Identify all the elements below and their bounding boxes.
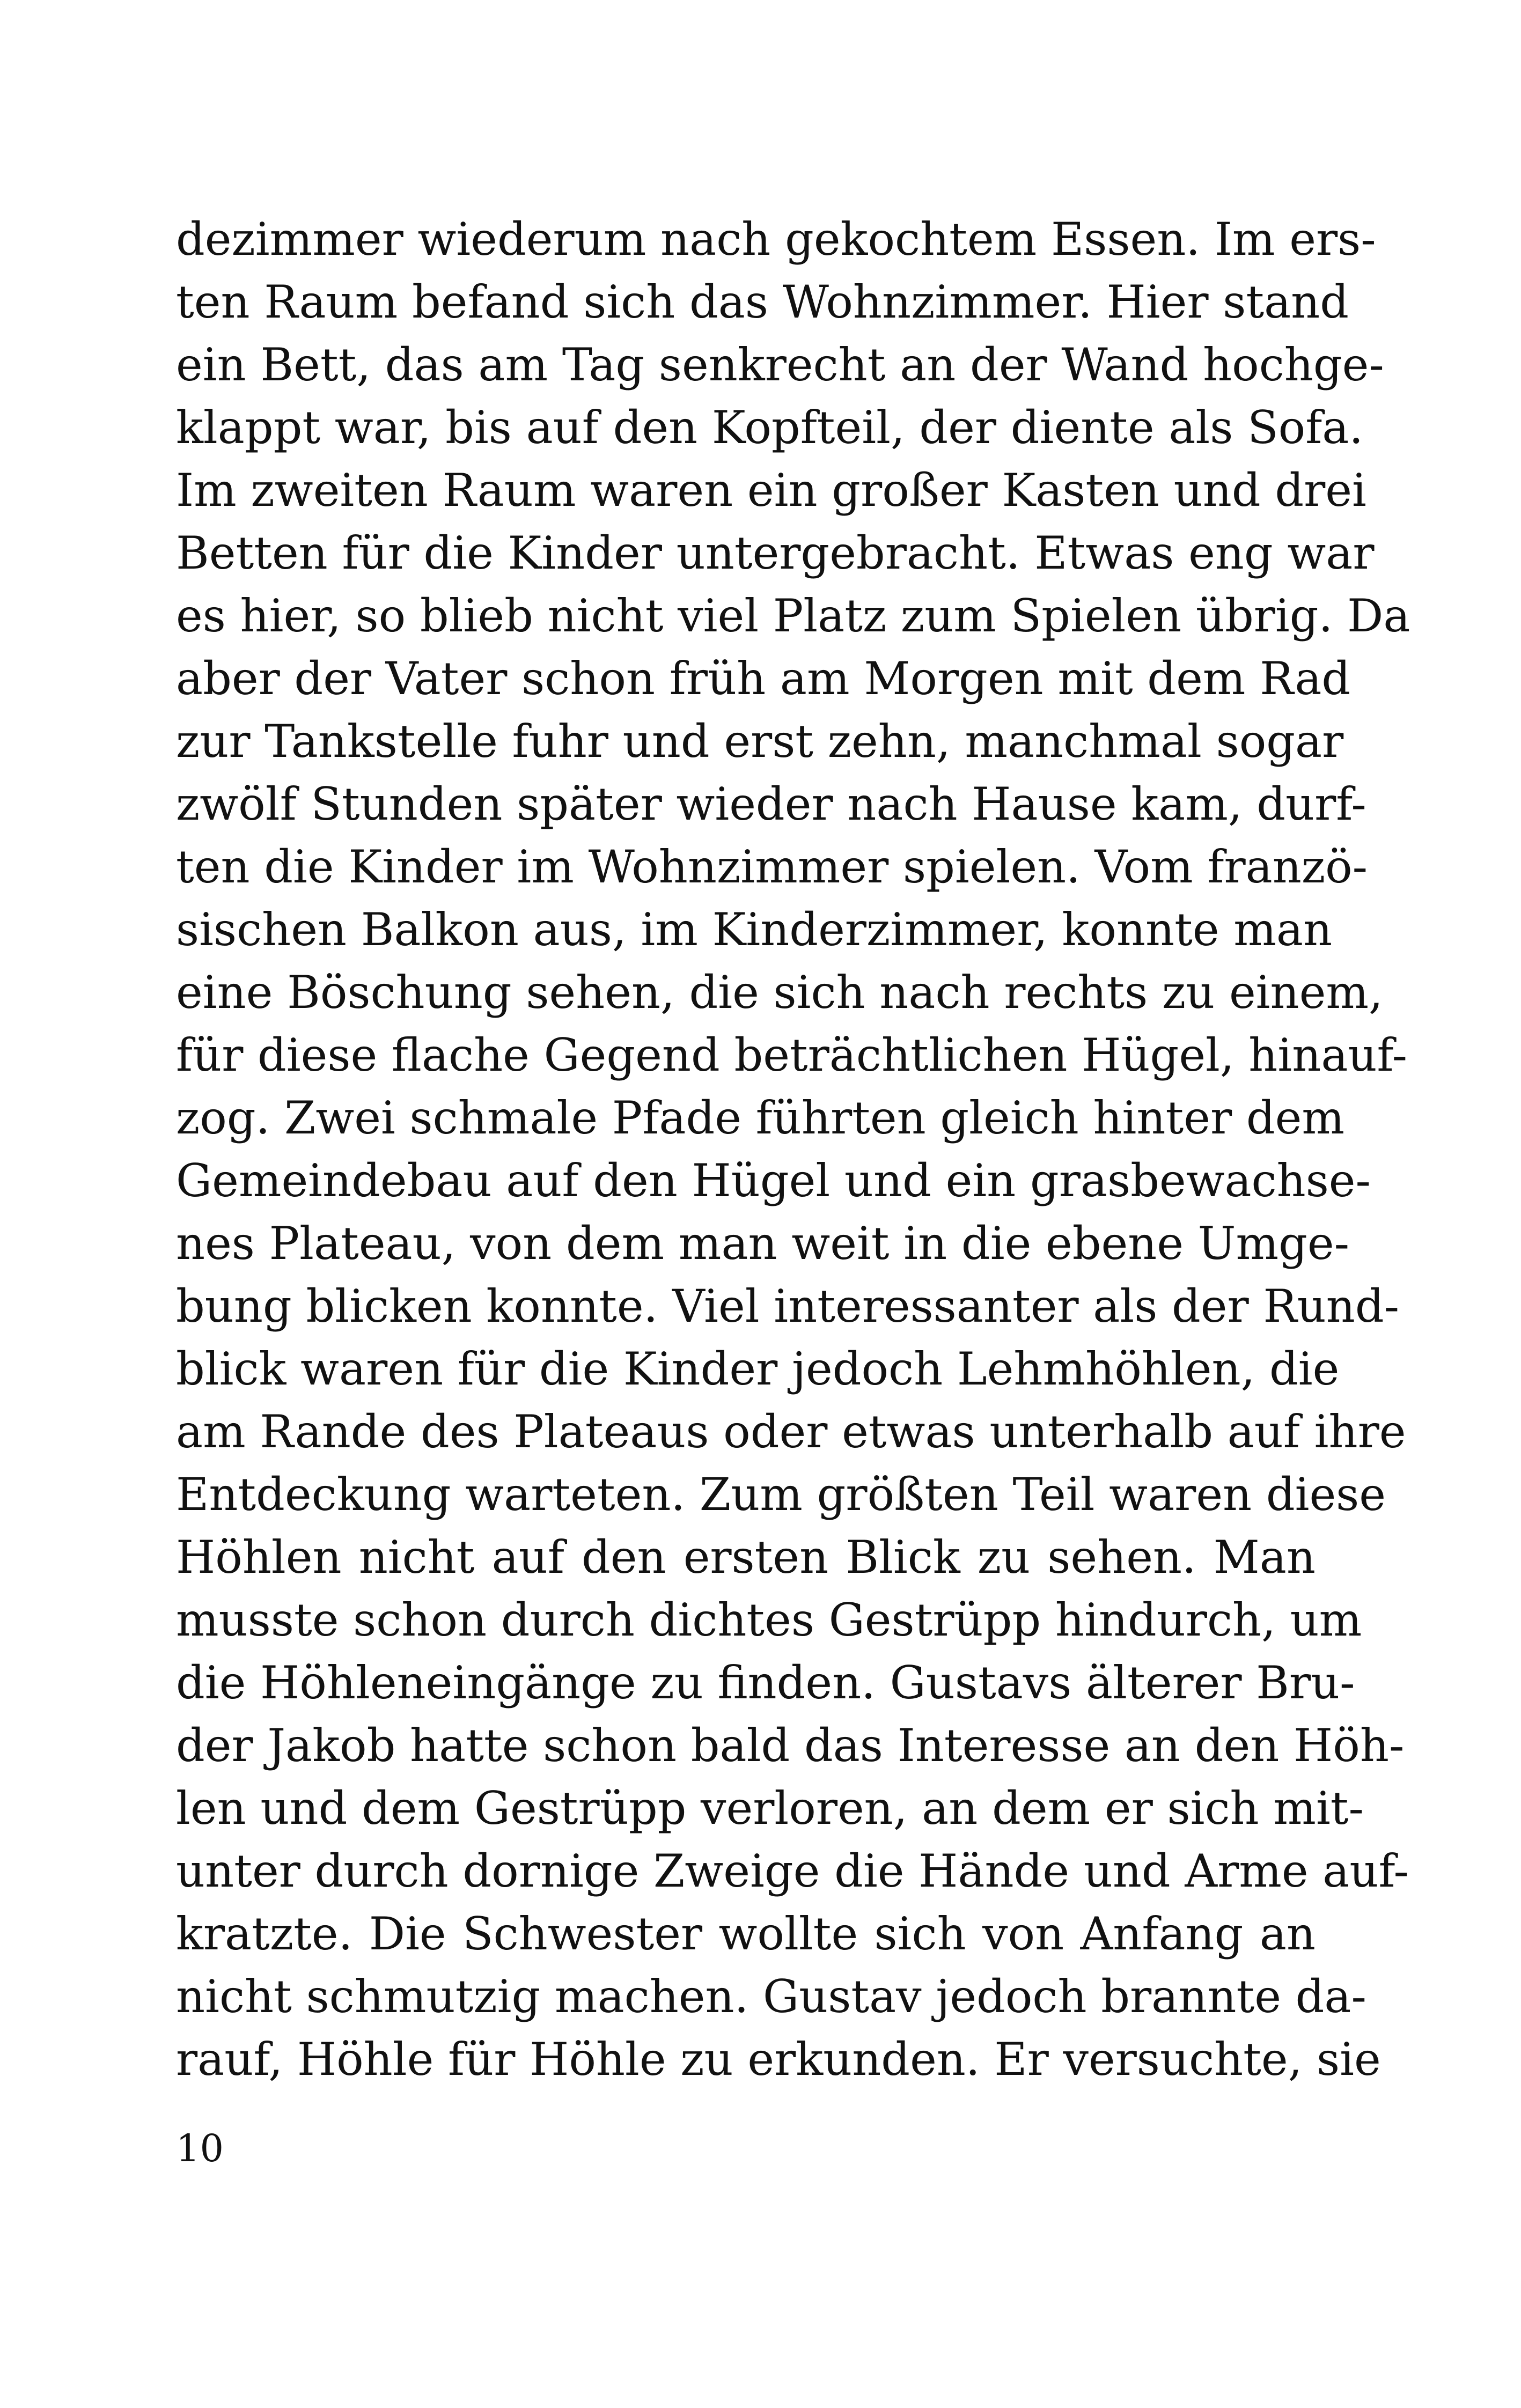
text-line: nicht schmutzig machen. Gustav jedoch brannte da- [176,1970,1366,2023]
text-line: Im zweiten Raum waren ein großer Kasten und drei [176,464,1366,517]
text-line: klappt war, bis auf den Kopfteil, der diente als Sofa. [176,401,1364,454]
text-line: blick waren für die Kinder jedoch Lehmhöhlen, die [176,1343,1340,1395]
text-line: nes Plateau, von dem man weit in die ebene Umge- [176,1217,1349,1270]
text-line: Höhlen nicht auf den ersten Blick zu sehen. Man [176,1531,1316,1584]
text-line: eine Böschung sehen, die sich nach rechts zu einem, [176,966,1383,1019]
text-line: ten Raum befand sich das Wohnzimmer. Hier stand [176,276,1349,328]
text-line: zog. Zwei schmale Pfade führten gleich hinter dem [176,1092,1344,1144]
page-number: 10 [176,2126,224,2170]
text-line: zwölf Stunden später wieder nach Hause kam, durf- [176,778,1366,830]
text-line: Gemeindebau auf den Hügel und ein grasbewachse- [176,1154,1371,1207]
text-line: musste schon durch dichtes Gestrüpp hindurch, um [176,1594,1362,1646]
text-line: Betten für die Kinder untergebracht. Etwas eng war [176,527,1375,579]
text-line: rauf, Höhle für Höhle zu erkunden. Er versuchte, sie [176,2033,1381,2086]
text-line: dezimmer wiederum nach gekochtem Essen. Im ers- [176,213,1376,266]
text-line: der Jakob hatte schon bald das Interesse an den Höh- [176,1719,1405,1772]
text-line: unter durch dornige Zweige die Hände und Arme auf- [176,1845,1409,1897]
text-line: es hier, so blieb nicht viel Platz zum Spielen übrig. Da [176,590,1410,642]
text-line: für diese flache Gegend beträchtlichen Hügel, hinauf- [176,1029,1408,1081]
text-line: ein Bett, das am Tag senkrecht an der Wand hochge- [176,338,1384,391]
text-line: aber der Vater schon früh am Morgen mit dem Rad [176,652,1351,705]
text-line: Entdeckung warteten. Zum größten Teil waren diese [176,1468,1386,1521]
text-line: len und dem Gestrüpp verloren, an dem er sich mit- [176,1782,1364,1835]
text-line: ten die Kinder im Wohnzimmer spielen. Vom franzö- [176,841,1368,893]
body-text [176,208,1410,2091]
text-line: bung blicken konnte. Viel interessanter als der Rund- [176,1280,1399,1332]
text-line: die Höhleneingänge zu finden. Gustavs älterer Bru- [176,1656,1355,1709]
text-line: zur Tankstelle fuhr und erst zehn, manchmal sogar [176,715,1344,768]
text-line: kratzte. Die Schwester wollte sich von Anfang an [176,1908,1316,1960]
text-line: am Rande des Plateaus oder etwas unterhalb auf ihre [176,1405,1406,1458]
text-line: sischen Balkon aus, im Kinderzimmer, konnte man [176,903,1333,956]
